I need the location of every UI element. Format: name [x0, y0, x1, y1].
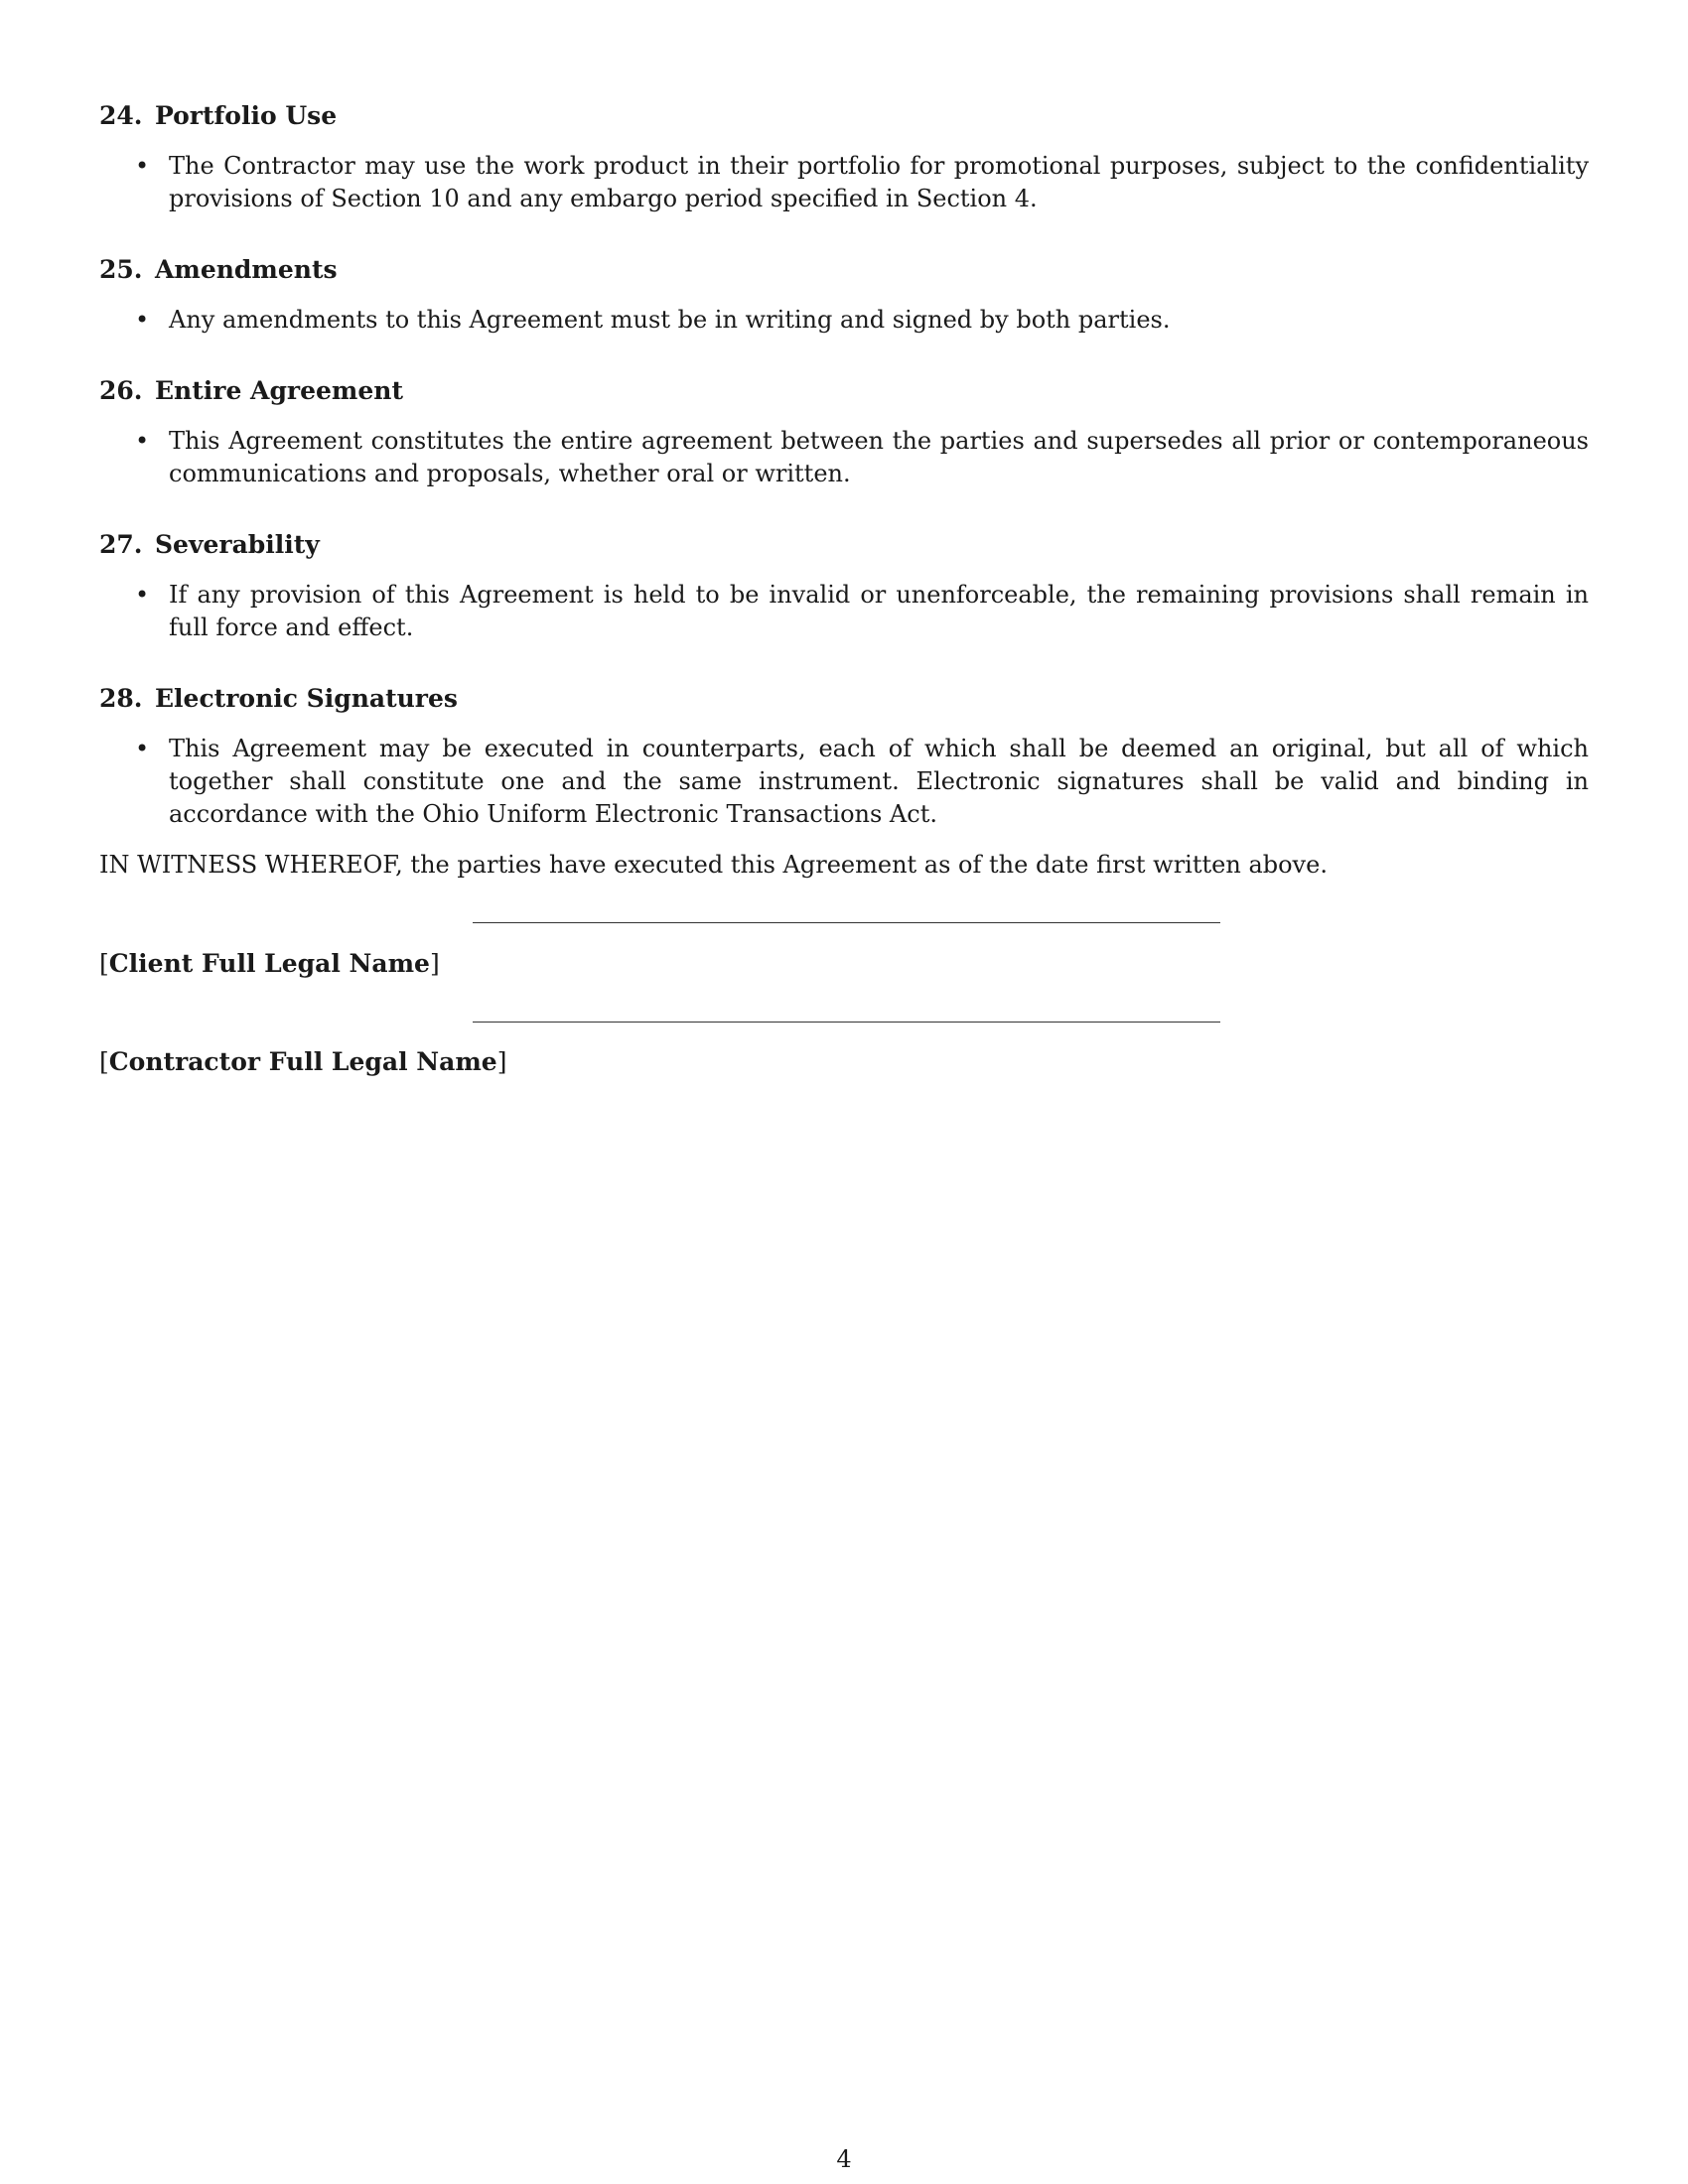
bullet-icon: •	[135, 306, 150, 334]
section-title: Electronic Signatures	[155, 684, 458, 713]
contractor-name-label	[99, 1046, 506, 1078]
section-title: Amendments	[155, 255, 338, 284]
section-title: Entire Agreement	[155, 376, 403, 405]
section-number: 25.	[99, 255, 143, 284]
open-bracket: [	[99, 1047, 109, 1076]
close-bracket: ]	[496, 1047, 507, 1076]
page-number: 4	[836, 2145, 852, 2173]
close-bracket: ]	[429, 949, 440, 978]
bullet-icon: •	[135, 427, 150, 455]
section-body: Any amendments to this Agreement must be in writing and signed by both parties.	[169, 306, 1171, 334]
client-name-label	[99, 948, 440, 980]
section-number: 27.	[99, 530, 143, 559]
contractor-signature-line	[473, 1022, 1220, 1023]
bullet-icon: •	[135, 735, 150, 762]
section-heading	[99, 529, 320, 561]
section-body: This Agreement may be executed in counterparts, each of which shall be deemed an original, but all of which together shall constitute one and the same instrument. Electronic signatures shall be valid and binding in accordance with the Ohio Uniform Electronic Transactions Act.	[169, 735, 1589, 828]
section-number: 26.	[99, 376, 143, 405]
section-number: 24.	[99, 101, 143, 130]
section-number: 28.	[99, 684, 143, 713]
bullet-icon: •	[135, 152, 150, 180]
witness-statement: IN WITNESS WHEREOF, the parties have executed this Agreement as of the date first written above.	[99, 851, 1328, 879]
section-title: Portfolio Use	[155, 101, 338, 130]
section-heading	[99, 375, 403, 407]
contractor-full-legal-name: Contractor Full Legal Name	[108, 1047, 497, 1076]
section-heading	[99, 100, 337, 132]
open-bracket: [	[99, 949, 109, 978]
section-body: If any provision of this Agreement is held to be invalid or unenforceable, the remaining provisions shall remain in full force and effect.	[169, 581, 1589, 641]
section-body: The Contractor may use the work product in their portfolio for promotional purposes, subject to the confidentiality provisions of Section 10 and any embargo period specified in Section 4.	[169, 152, 1589, 212]
client-signature-line	[473, 922, 1220, 923]
section-title: Severability	[155, 530, 320, 559]
section-heading	[99, 254, 338, 286]
bullet-icon: •	[135, 581, 150, 609]
section-body: This Agreement constitutes the entire agreement between the parties and supersedes all prior or contemporaneous communications and proposals, whether oral or written.	[169, 427, 1589, 487]
client-full-legal-name: Client Full Legal Name	[108, 949, 430, 978]
section-heading	[99, 683, 458, 715]
